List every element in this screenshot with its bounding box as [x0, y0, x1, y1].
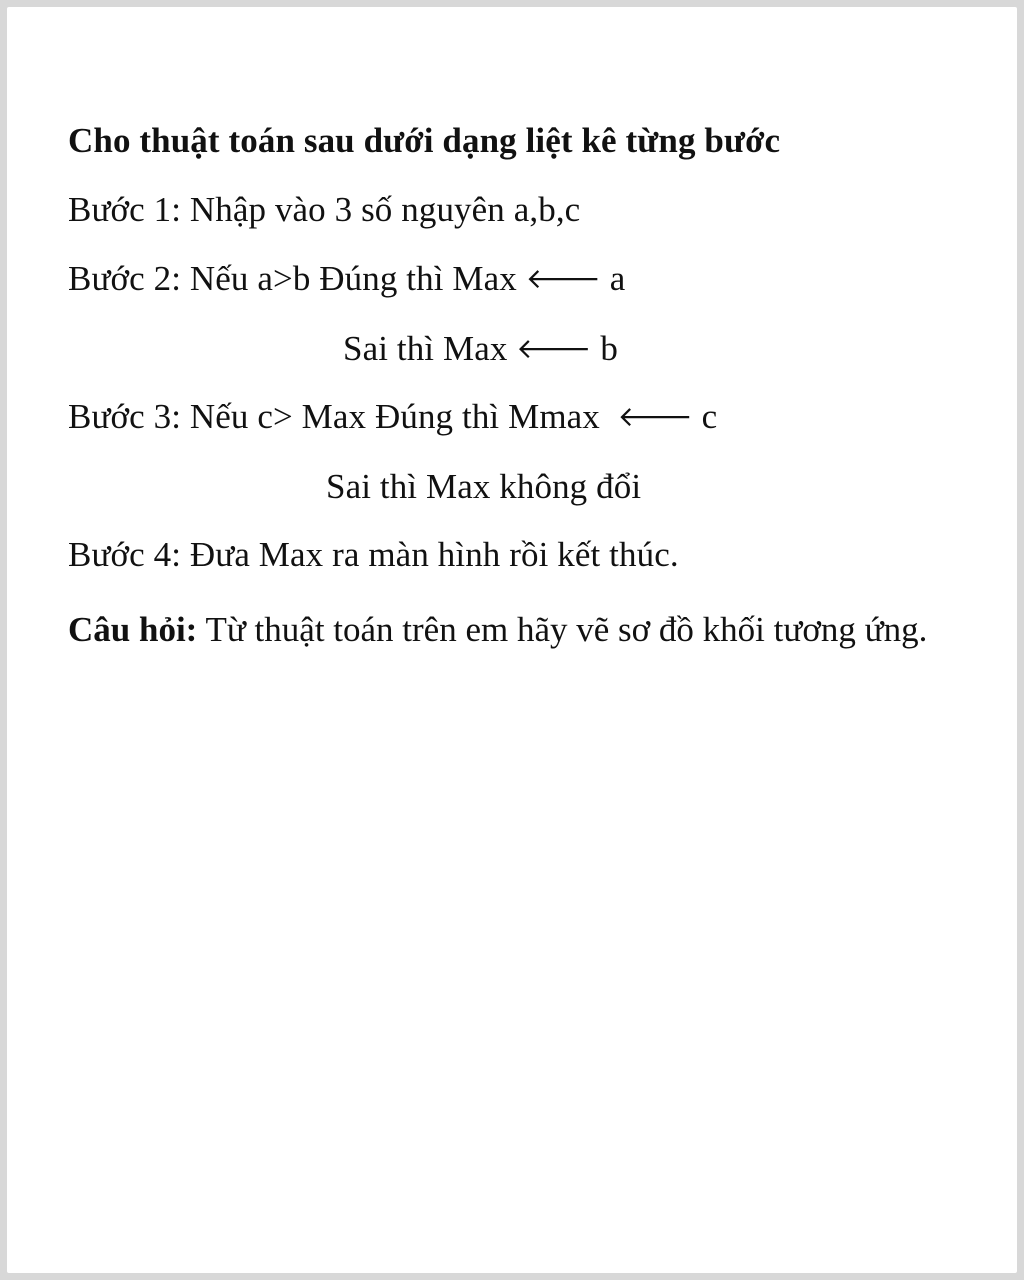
step-3-else-text: Sai thì Max không đổi: [326, 467, 642, 506]
step-1-text: Bước 1: Nhập vào 3 số nguyên a,b,c: [68, 190, 581, 229]
step-2-else-text: [343, 329, 618, 369]
question-label: Câu hỏi:: [68, 610, 198, 649]
document-page: [7, 7, 1017, 1273]
step-3-suffix: c: [692, 397, 718, 436]
question-text: Từ thuật toán trên em hãy vẽ sơ đồ khối tương ứng.: [197, 610, 928, 649]
step-2-else-suffix: b: [591, 329, 618, 368]
left-arrow-icon: 🡐: [525, 262, 601, 295]
step-2-else-prefix: Sai thì Max: [343, 329, 517, 368]
step-2-prefix: Bước 2: Nếu a>b Đúng thì Max: [68, 259, 526, 298]
left-arrow-icon: 🡐: [617, 400, 693, 433]
step-3-prefix: Bước 3: Nếu c> Max Đúng thì Mmax: [68, 397, 618, 436]
question-paragraph: [68, 605, 948, 655]
step-4-text: Bước 4: Đưa Max ra màn hình rồi kết thúc.: [68, 535, 679, 574]
step-3-text: [68, 397, 717, 437]
left-arrow-icon: 🡐: [516, 332, 592, 365]
step-2-suffix: a: [600, 259, 626, 298]
step-2-text: [68, 259, 625, 299]
document-title: Cho thuật toán sau dưới dạng liệt kê từng bước: [68, 121, 781, 160]
